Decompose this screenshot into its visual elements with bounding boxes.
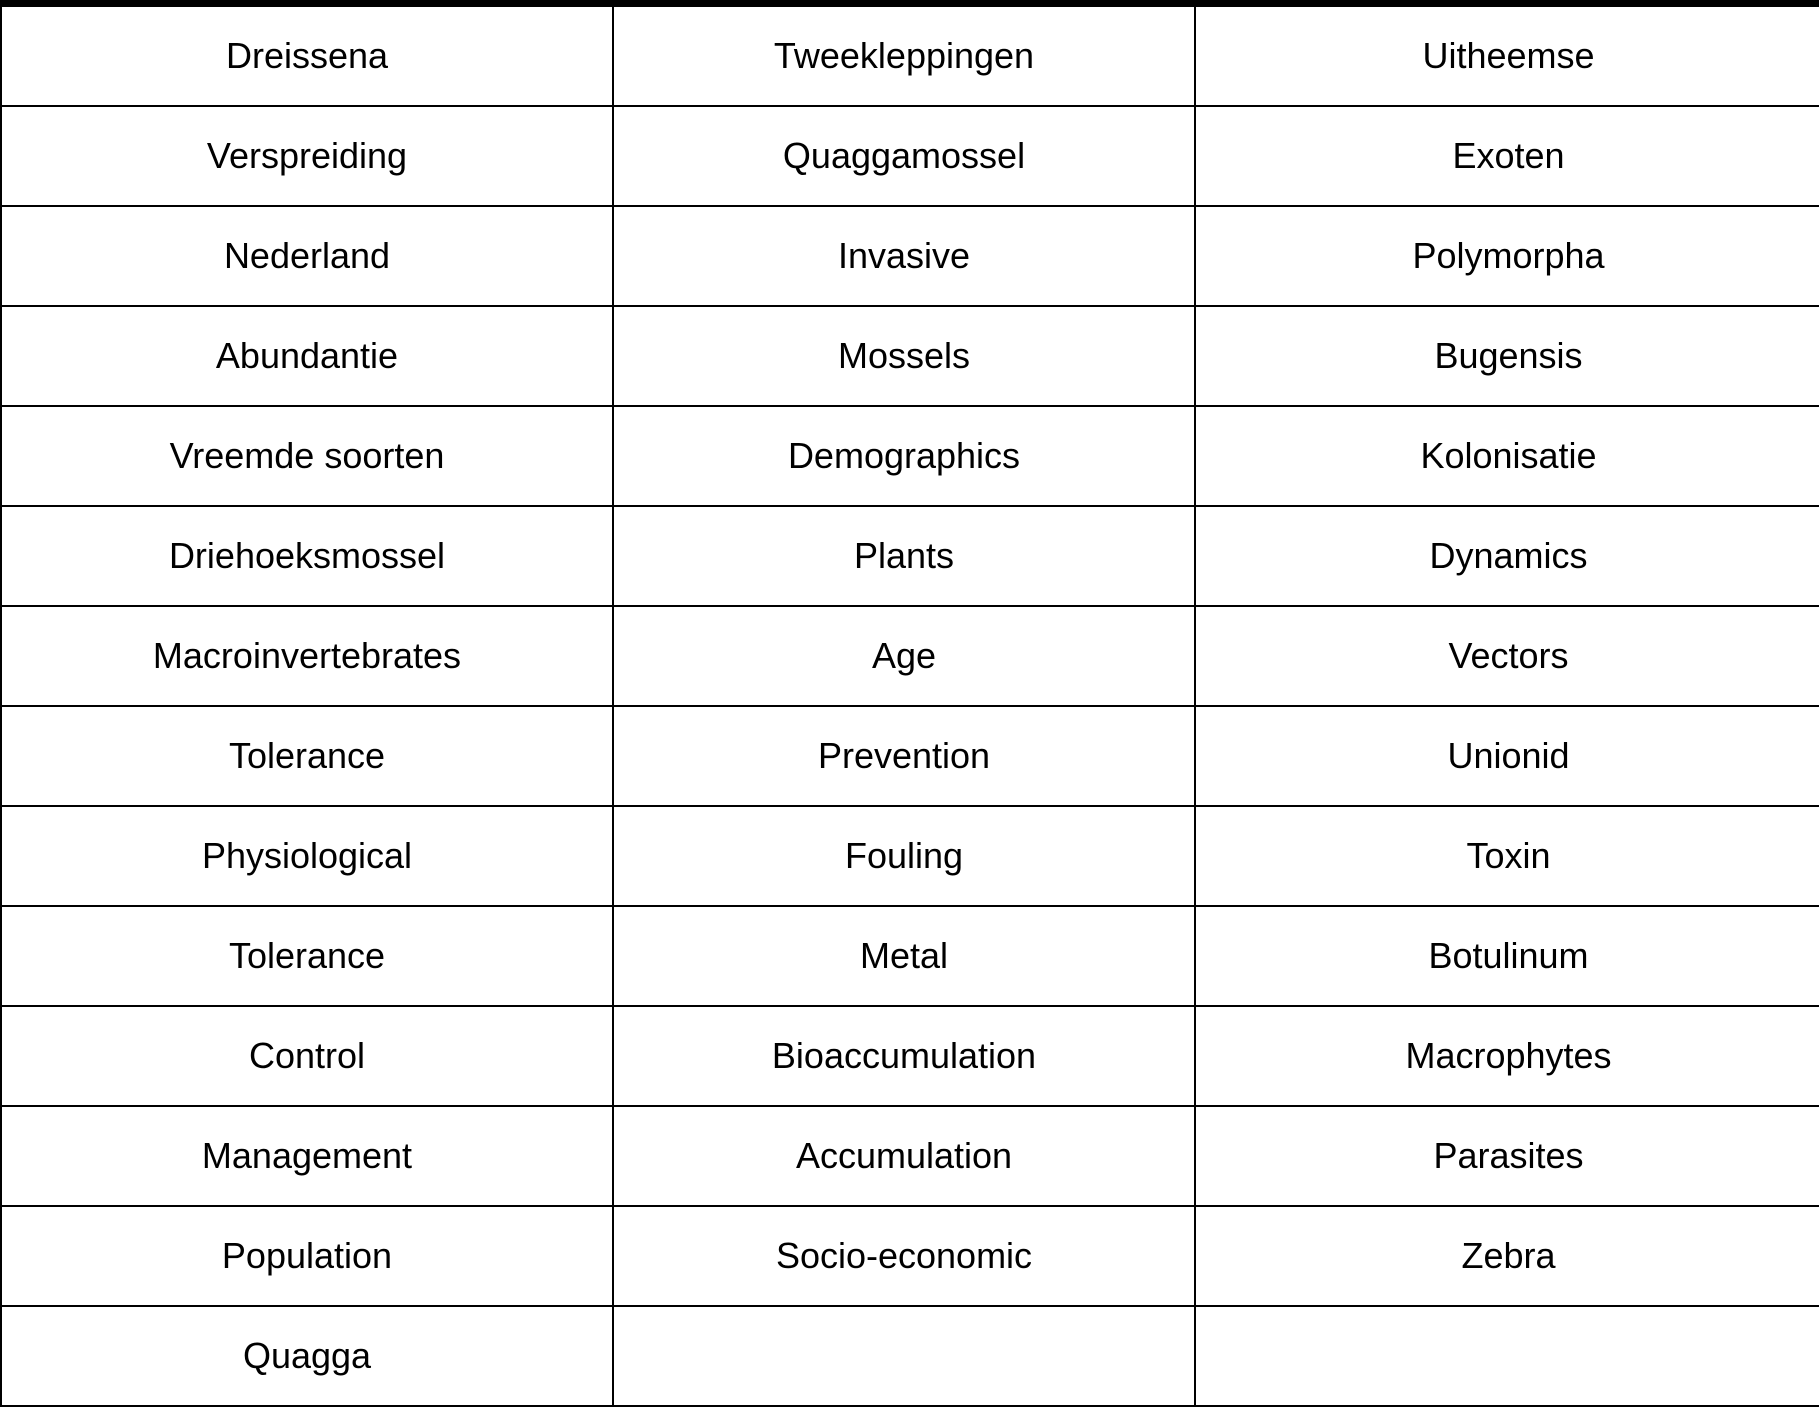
table-cell: Uitheemse <box>1195 7 1819 106</box>
table-cell: Exoten <box>1195 106 1819 206</box>
table-cell: Driehoeksmossel <box>1 506 613 606</box>
table-cell: Toxin <box>1195 806 1819 906</box>
table-cell: Tweekleppingen <box>613 7 1195 106</box>
table-cell: Demographics <box>613 406 1195 506</box>
table-cell: Nederland <box>1 206 613 306</box>
table-row <box>1 7 1819 106</box>
table-row <box>1 1106 1819 1206</box>
table-cell: Unionid <box>1195 706 1819 806</box>
table-cell: Accumulation <box>613 1106 1195 1206</box>
table-cell: Mossels <box>613 306 1195 406</box>
table-cell <box>613 1306 1195 1406</box>
table-cell: Metal <box>613 906 1195 1006</box>
table-row <box>1 806 1819 906</box>
table-cell: Abundantie <box>1 306 613 406</box>
table-cell: Polymorpha <box>1195 206 1819 306</box>
table-cell: Socio-economic <box>613 1206 1195 1306</box>
keyword-table <box>0 7 1819 1407</box>
table-cell: Age <box>613 606 1195 706</box>
table-cell: Dynamics <box>1195 506 1819 606</box>
table-row <box>1 1306 1819 1406</box>
table-row <box>1 306 1819 406</box>
table-cell: Macrophytes <box>1195 1006 1819 1106</box>
table-cell: Population <box>1 1206 613 1306</box>
table-cell: Parasites <box>1195 1106 1819 1206</box>
table-cell: Macroinvertebrates <box>1 606 613 706</box>
table-cell: Botulinum <box>1195 906 1819 1006</box>
table-cell: Dreissena <box>1 7 613 106</box>
table-cell: Plants <box>613 506 1195 606</box>
table-cell: Control <box>1 1006 613 1106</box>
table-cell: Management <box>1 1106 613 1206</box>
table-row <box>1 206 1819 306</box>
table-cell: Vreemde soorten <box>1 406 613 506</box>
table-row <box>1 106 1819 206</box>
table-cell: Quaggamossel <box>613 106 1195 206</box>
table-row <box>1 1206 1819 1306</box>
table-row <box>1 406 1819 506</box>
table-cell: Prevention <box>613 706 1195 806</box>
table-cell: Bugensis <box>1195 306 1819 406</box>
table-cell: Vectors <box>1195 606 1819 706</box>
table-cell: Bioaccumulation <box>613 1006 1195 1106</box>
top-rule <box>0 0 1819 7</box>
table-row <box>1 506 1819 606</box>
table-cell: Verspreiding <box>1 106 613 206</box>
table-cell: Kolonisatie <box>1195 406 1819 506</box>
table-row <box>1 1006 1819 1106</box>
table-cell: Fouling <box>613 806 1195 906</box>
table-cell: Invasive <box>613 206 1195 306</box>
table-cell: Quagga <box>1 1306 613 1406</box>
table-cell: Tolerance <box>1 706 613 806</box>
table-row <box>1 706 1819 806</box>
table-row <box>1 606 1819 706</box>
table-cell <box>1195 1306 1819 1406</box>
table-cell: Tolerance <box>1 906 613 1006</box>
table-cell: Physiological <box>1 806 613 906</box>
table-cell: Zebra <box>1195 1206 1819 1306</box>
table-row <box>1 906 1819 1006</box>
